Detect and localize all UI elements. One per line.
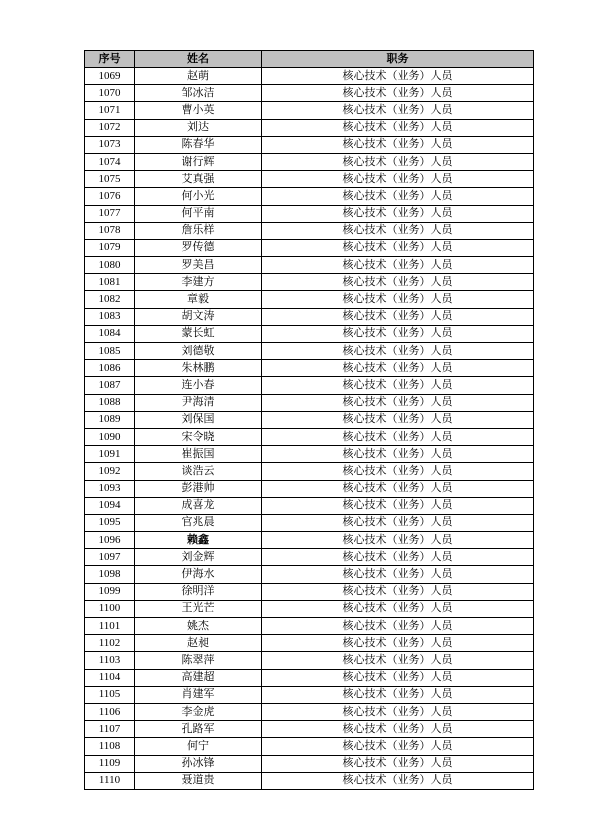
cell-role: 核心技术（业务）人员 <box>262 308 534 325</box>
cell-serial: 1102 <box>85 635 135 652</box>
cell-role: 核心技术（业务）人员 <box>262 85 534 102</box>
cell-name: 胡文涛 <box>135 308 262 325</box>
cell-serial: 1090 <box>85 428 135 445</box>
cell-name: 孔路军 <box>135 721 262 738</box>
cell-role: 核心技术（业务）人员 <box>262 188 534 205</box>
cell-serial: 1101 <box>85 618 135 635</box>
cell-serial: 1089 <box>85 411 135 428</box>
cell-name: 高建超 <box>135 669 262 686</box>
cell-name: 徐明洋 <box>135 583 262 600</box>
table-row <box>85 222 534 239</box>
cell-serial: 1085 <box>85 343 135 360</box>
cell-name: 谈浩云 <box>135 463 262 480</box>
cell-name: 孙冰锋 <box>135 755 262 772</box>
table-row <box>85 549 534 566</box>
cell-serial: 1106 <box>85 703 135 720</box>
table-body <box>85 68 534 790</box>
cell-name: 何平南 <box>135 205 262 222</box>
cell-name: 王光芒 <box>135 600 262 617</box>
cell-name: 赖鑫 <box>135 532 262 549</box>
table-row <box>85 635 534 652</box>
cell-serial: 1088 <box>85 394 135 411</box>
table-row <box>85 600 534 617</box>
table-row <box>85 119 534 136</box>
table-row <box>85 360 534 377</box>
table-row <box>85 308 534 325</box>
cell-role: 核心技术（业务）人员 <box>262 463 534 480</box>
cell-serial: 1074 <box>85 153 135 170</box>
table-row <box>85 188 534 205</box>
cell-serial: 1092 <box>85 463 135 480</box>
cell-serial: 1080 <box>85 257 135 274</box>
cell-role: 核心技术（业务）人员 <box>262 755 534 772</box>
cell-name: 聂道贵 <box>135 772 262 789</box>
cell-role: 核心技术（业务）人员 <box>262 549 534 566</box>
header-row <box>85 51 534 68</box>
cell-serial: 1086 <box>85 360 135 377</box>
cell-name: 詹乐样 <box>135 222 262 239</box>
cell-name: 李金虎 <box>135 703 262 720</box>
cell-name: 何宁 <box>135 738 262 755</box>
cell-serial: 1094 <box>85 497 135 514</box>
table-row <box>85 772 534 789</box>
table-row <box>85 514 534 531</box>
table-row <box>85 239 534 256</box>
table-row <box>85 153 534 170</box>
cell-serial: 1078 <box>85 222 135 239</box>
cell-serial: 1109 <box>85 755 135 772</box>
cell-role: 核心技术（业务）人员 <box>262 222 534 239</box>
cell-role: 核心技术（业务）人员 <box>262 343 534 360</box>
table-row <box>85 291 534 308</box>
cell-serial: 1095 <box>85 514 135 531</box>
cell-role: 核心技术（业务）人员 <box>262 428 534 445</box>
table-row <box>85 480 534 497</box>
cell-name: 刘金辉 <box>135 549 262 566</box>
cell-serial: 1100 <box>85 600 135 617</box>
cell-name: 蒙长虹 <box>135 325 262 342</box>
table-row <box>85 257 534 274</box>
cell-role: 核心技术（业务）人员 <box>262 652 534 669</box>
table-row <box>85 703 534 720</box>
header-cell-role: 职务 <box>262 51 534 68</box>
cell-role: 核心技术（业务）人员 <box>262 102 534 119</box>
cell-name: 李建方 <box>135 274 262 291</box>
cell-name: 赵昶 <box>135 635 262 652</box>
cell-serial: 1082 <box>85 291 135 308</box>
table-row <box>85 205 534 222</box>
cell-role: 核心技术（业务）人员 <box>262 360 534 377</box>
cell-serial: 1110 <box>85 772 135 789</box>
cell-serial: 1104 <box>85 669 135 686</box>
cell-name: 刘保国 <box>135 411 262 428</box>
cell-name: 连小春 <box>135 377 262 394</box>
cell-name: 陈春华 <box>135 136 262 153</box>
cell-role: 核心技术（业务）人员 <box>262 566 534 583</box>
table-row <box>85 428 534 445</box>
cell-name: 赵萌 <box>135 68 262 85</box>
table-row <box>85 102 534 119</box>
header-cell-serial: 序号 <box>85 51 135 68</box>
table-row <box>85 377 534 394</box>
cell-name: 伊海水 <box>135 566 262 583</box>
cell-serial: 1103 <box>85 652 135 669</box>
cell-role: 核心技术（业务）人员 <box>262 772 534 789</box>
cell-serial: 1077 <box>85 205 135 222</box>
cell-name: 曹小英 <box>135 102 262 119</box>
cell-name: 章毅 <box>135 291 262 308</box>
cell-name: 尹海清 <box>135 394 262 411</box>
table-row <box>85 325 534 342</box>
table-row <box>85 618 534 635</box>
cell-name: 陈翠萍 <box>135 652 262 669</box>
table-row <box>85 85 534 102</box>
cell-name: 彭港帅 <box>135 480 262 497</box>
table-row <box>85 171 534 188</box>
cell-role: 核心技术（业务）人员 <box>262 446 534 463</box>
table-row <box>85 669 534 686</box>
cell-role: 核心技术（业务）人员 <box>262 411 534 428</box>
cell-role: 核心技术（业务）人员 <box>262 635 534 652</box>
cell-role: 核心技术（业务）人员 <box>262 721 534 738</box>
cell-role: 核心技术（业务）人员 <box>262 239 534 256</box>
cell-serial: 1093 <box>85 480 135 497</box>
cell-role: 核心技术（业务）人员 <box>262 325 534 342</box>
cell-serial: 1071 <box>85 102 135 119</box>
cell-name: 刘德敬 <box>135 343 262 360</box>
table-row <box>85 497 534 514</box>
personnel-table <box>84 50 534 790</box>
cell-serial: 1087 <box>85 377 135 394</box>
table-row <box>85 394 534 411</box>
table-row <box>85 686 534 703</box>
table-row <box>85 532 534 549</box>
cell-role: 核心技术（业务）人员 <box>262 291 534 308</box>
cell-serial: 1096 <box>85 532 135 549</box>
cell-role: 核心技术（业务）人员 <box>262 497 534 514</box>
header-cell-name: 姓名 <box>135 51 262 68</box>
cell-role: 核心技术（业务）人员 <box>262 205 534 222</box>
table-row <box>85 652 534 669</box>
table-row <box>85 566 534 583</box>
cell-role: 核心技术（业务）人员 <box>262 480 534 497</box>
cell-role: 核心技术（业务）人员 <box>262 274 534 291</box>
table-row <box>85 411 534 428</box>
cell-serial: 1076 <box>85 188 135 205</box>
table-row <box>85 463 534 480</box>
cell-serial: 1081 <box>85 274 135 291</box>
table-row <box>85 68 534 85</box>
cell-role: 核心技术（业务）人员 <box>262 136 534 153</box>
table-row <box>85 446 534 463</box>
cell-role: 核心技术（业务）人员 <box>262 68 534 85</box>
cell-name: 官兆晨 <box>135 514 262 531</box>
cell-name: 罗传德 <box>135 239 262 256</box>
cell-serial: 1108 <box>85 738 135 755</box>
cell-name: 谢行辉 <box>135 153 262 170</box>
cell-role: 核心技术（业务）人员 <box>262 171 534 188</box>
cell-serial: 1083 <box>85 308 135 325</box>
cell-role: 核心技术（业务）人员 <box>262 514 534 531</box>
table-row <box>85 721 534 738</box>
cell-role: 核心技术（业务）人员 <box>262 257 534 274</box>
cell-name: 邹冰洁 <box>135 85 262 102</box>
cell-name: 姚杰 <box>135 618 262 635</box>
table-row <box>85 583 534 600</box>
cell-role: 核心技术（业务）人员 <box>262 532 534 549</box>
cell-name: 朱林鹏 <box>135 360 262 377</box>
cell-role: 核心技术（业务）人员 <box>262 153 534 170</box>
cell-serial: 1107 <box>85 721 135 738</box>
cell-serial: 1098 <box>85 566 135 583</box>
cell-role: 核心技术（业务）人员 <box>262 394 534 411</box>
cell-role: 核心技术（业务）人员 <box>262 600 534 617</box>
cell-name: 肖建军 <box>135 686 262 703</box>
cell-serial: 1073 <box>85 136 135 153</box>
cell-role: 核心技术（业务）人员 <box>262 377 534 394</box>
table-row <box>85 136 534 153</box>
cell-name: 何小光 <box>135 188 262 205</box>
cell-role: 核心技术（业务）人员 <box>262 703 534 720</box>
cell-role: 核心技术（业务）人员 <box>262 618 534 635</box>
cell-name: 宋令晓 <box>135 428 262 445</box>
cell-serial: 1084 <box>85 325 135 342</box>
cell-serial: 1097 <box>85 549 135 566</box>
cell-serial: 1070 <box>85 85 135 102</box>
cell-role: 核心技术（业务）人员 <box>262 738 534 755</box>
cell-name: 刘达 <box>135 119 262 136</box>
cell-name: 成喜龙 <box>135 497 262 514</box>
table-row <box>85 343 534 360</box>
table-row <box>85 738 534 755</box>
cell-serial: 1069 <box>85 68 135 85</box>
cell-serial: 1072 <box>85 119 135 136</box>
cell-role: 核心技术（业务）人员 <box>262 119 534 136</box>
table-row <box>85 274 534 291</box>
cell-serial: 1091 <box>85 446 135 463</box>
cell-serial: 1075 <box>85 171 135 188</box>
cell-role: 核心技术（业务）人员 <box>262 686 534 703</box>
cell-role: 核心技术（业务）人员 <box>262 583 534 600</box>
cell-name: 罗美昌 <box>135 257 262 274</box>
cell-serial: 1099 <box>85 583 135 600</box>
cell-name: 艾真强 <box>135 171 262 188</box>
cell-name: 崔振国 <box>135 446 262 463</box>
cell-serial: 1079 <box>85 239 135 256</box>
table-row <box>85 755 534 772</box>
cell-serial: 1105 <box>85 686 135 703</box>
cell-role: 核心技术（业务）人员 <box>262 669 534 686</box>
